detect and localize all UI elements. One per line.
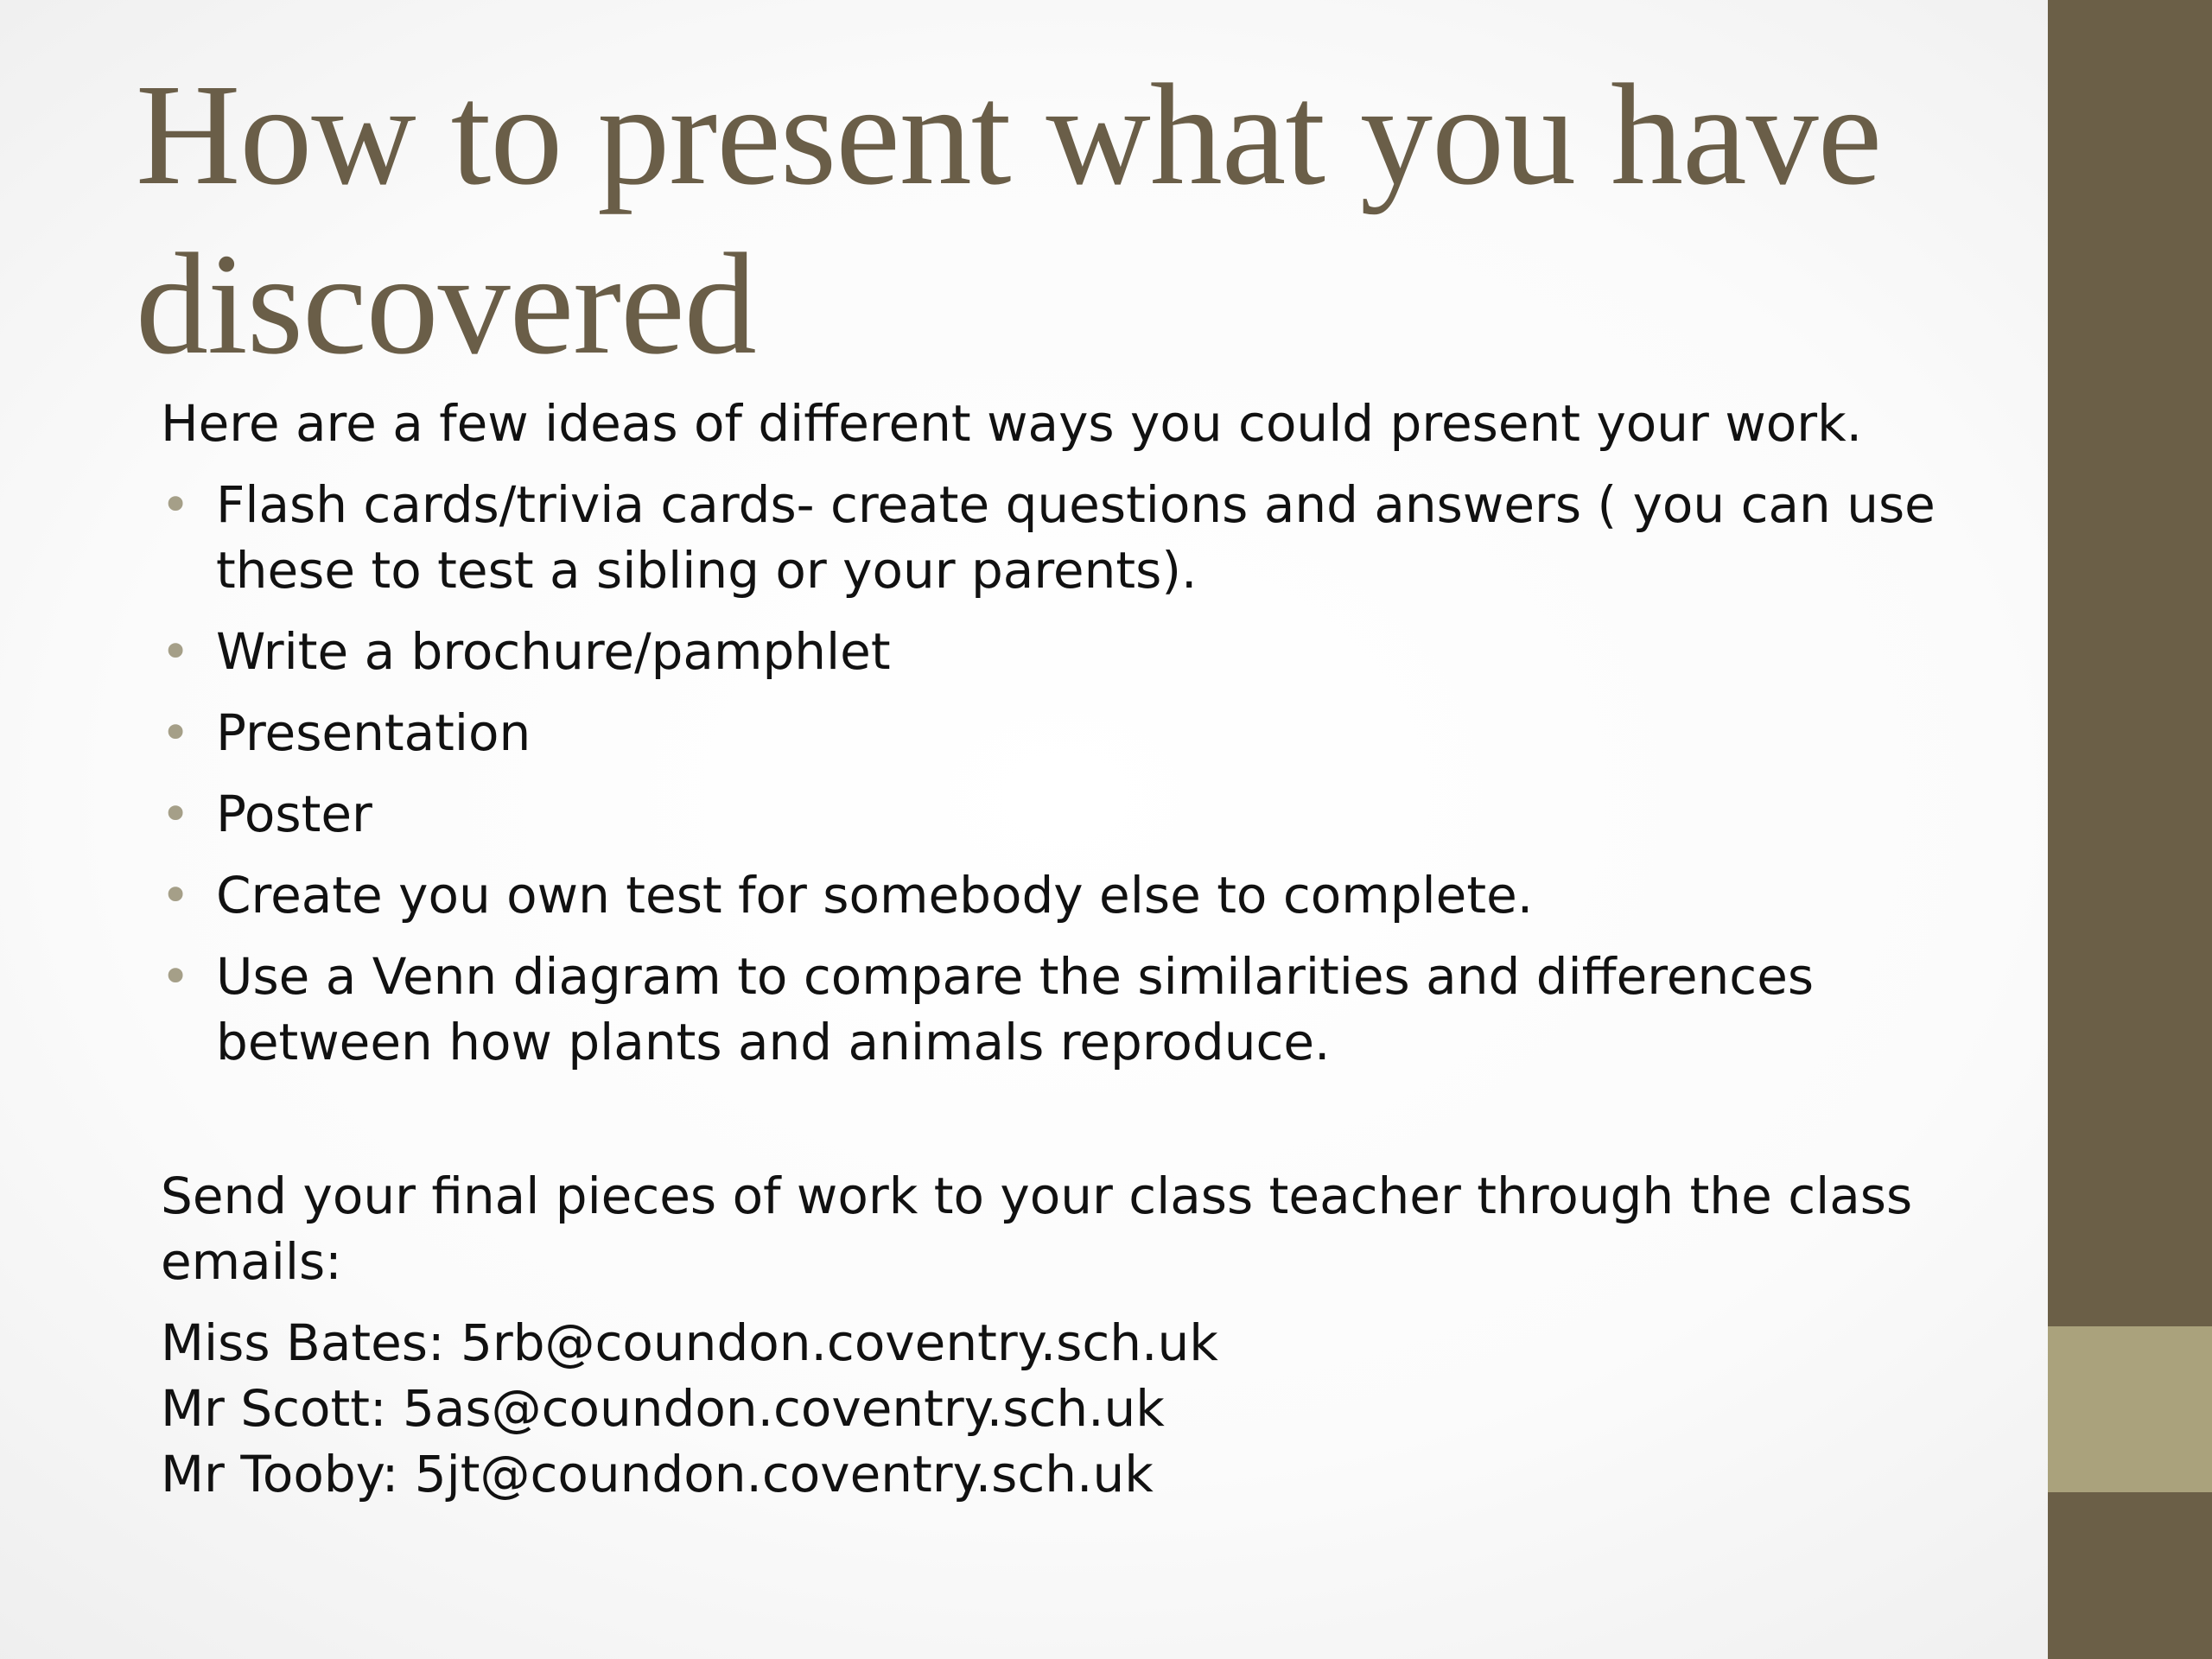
list-item-text: Poster	[216, 785, 372, 843]
slide-body	[161, 391, 1975, 1507]
list-item	[161, 781, 1975, 847]
bullet-dot-icon: •	[161, 785, 191, 843]
bullet-dot-icon: •	[161, 947, 191, 1006]
bullet-dot-icon: •	[161, 866, 191, 925]
side-accent	[2048, 1326, 2212, 1492]
slide-title: How to present what you have discovered	[136, 54, 1882, 385]
contact-mr-tooby: Mr Tooby: 5jt@coundon.coventry.sch.uk	[161, 1445, 1154, 1503]
list-item-text: Flash cards/trivia cards- create questions and answers ( you can use these to test a sibling or your parents).	[216, 475, 1936, 600]
intro-text: Here are a few ideas of different ways you could present your work.	[161, 394, 1863, 453]
list-item	[161, 862, 1975, 928]
list-item	[161, 472, 1975, 603]
send-instructions: Send your final pieces of work to your class teacher through the class emails:	[161, 1166, 1913, 1291]
list-item	[161, 944, 1975, 1075]
list-item-text: Presentation	[216, 703, 531, 762]
bullet-dot-icon: •	[161, 622, 191, 681]
list-item-text: Create you own test for somebody else to complete.	[216, 866, 1534, 925]
bullet-dot-icon: •	[161, 703, 191, 762]
list-item	[161, 619, 1975, 684]
bullet-dot-icon: •	[161, 475, 191, 534]
contact-miss-bates: Miss Bates: 5rb@coundon.coventry.sch.uk	[161, 1313, 1218, 1372]
list-item-text: Write a brochure/pamphlet	[216, 622, 891, 681]
idea-list	[161, 472, 1975, 1075]
list-item	[161, 700, 1975, 766]
list-item-text: Use a Venn diagram to compare the similarities and differences between how plants and animals reproduce.	[216, 947, 1815, 1071]
contact-mr-scott: Mr Scott: 5as@coundon.coventry.sch.uk	[161, 1379, 1165, 1438]
